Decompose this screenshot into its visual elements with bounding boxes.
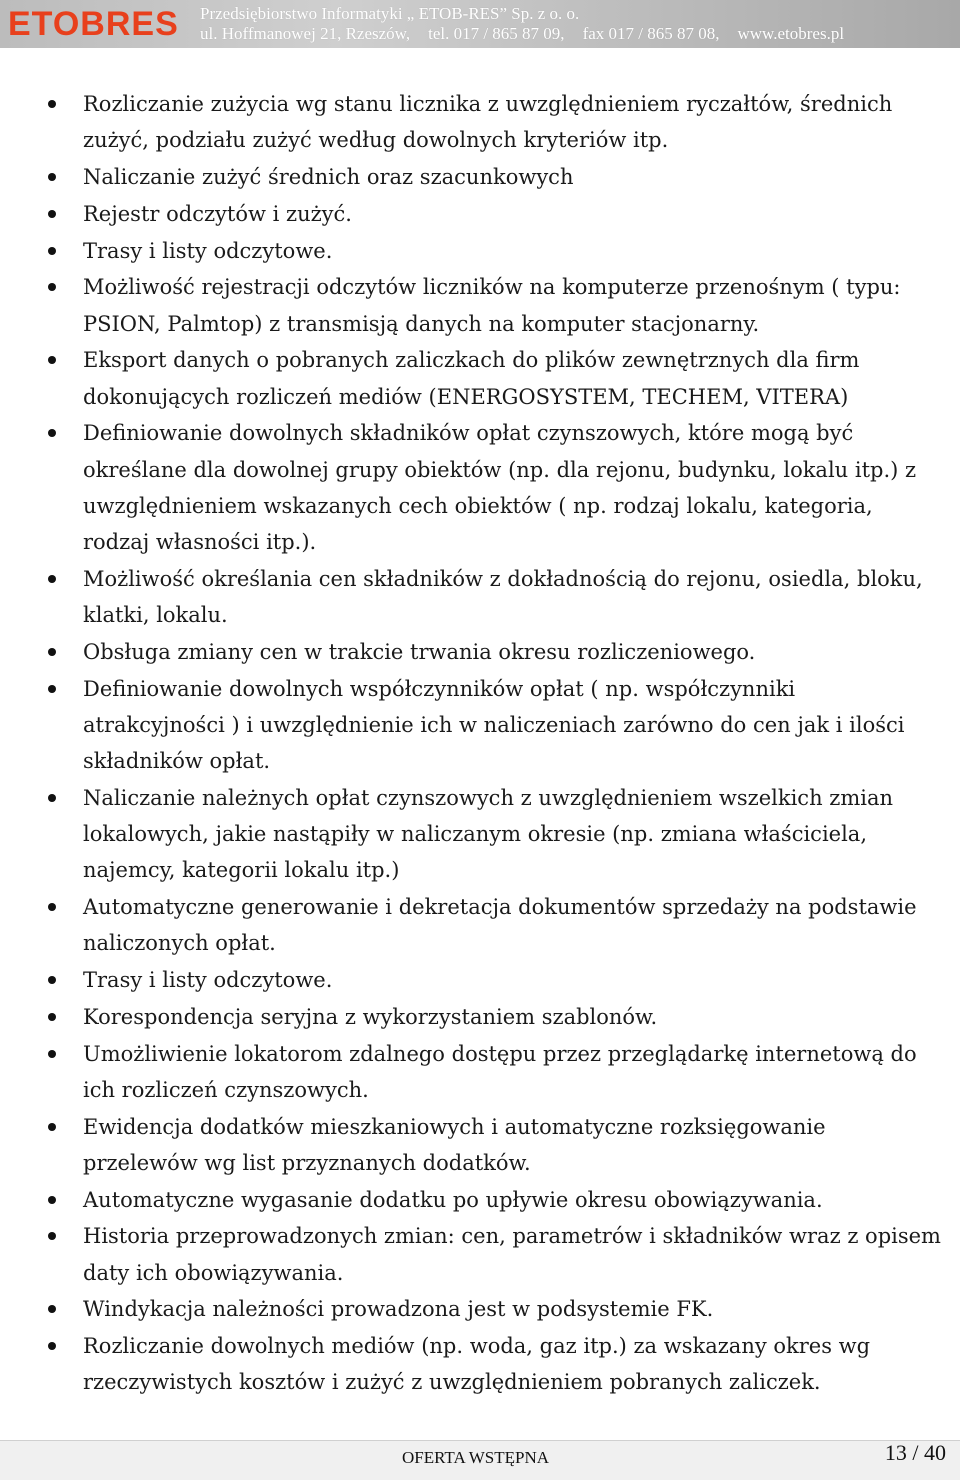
list-item: [0, 233, 960, 269]
list-item: [0, 1109, 960, 1181]
bullet-icon: [48, 210, 56, 218]
address-text: ul. Hoffmanowej 21, Rzeszów,: [200, 24, 411, 43]
list-item-text: Korespondencja seryjna z wykorzystaniem szablonów.: [83, 1004, 658, 1029]
list-item-text: Rejestr odczytów i zużyć.: [83, 201, 352, 226]
list-item: [0, 889, 960, 961]
list-item-text: Historia przeprowadzonych zmian: cen, parametrów i składników wraz z opisem daty ich obowiązywania.: [83, 1224, 941, 1285]
bullet-icon: [48, 794, 56, 802]
bullet-icon: [48, 173, 56, 181]
page-header: [0, 0, 960, 48]
bullet-icon: [48, 100, 56, 108]
bullet-icon: [48, 1050, 56, 1058]
list-item-text: Ewidencja dodatków mieszkaniowych i automatyczne rozksięgowanie przelewów wg list przyznanych dodatków.: [83, 1114, 826, 1175]
bullet-icon: [48, 1342, 56, 1350]
list-item-text: Automatyczne wygasanie dodatku po upływie okresu obowiązywania.: [83, 1187, 823, 1212]
list-item: [0, 269, 960, 341]
list-item: [0, 1036, 960, 1108]
list-item-text: Trasy i listy odczytowe.: [83, 238, 333, 263]
bullet-icon: [48, 1123, 56, 1131]
fax-text: fax 017 / 865 87 08,: [582, 24, 720, 43]
list-item-text: Trasy i listy odczytowe.: [83, 968, 333, 992]
list-item: [0, 196, 960, 232]
bullet-icon: [48, 429, 56, 437]
list-item: [0, 415, 960, 560]
list-item: [0, 1182, 960, 1218]
footer-divider: [0, 1440, 960, 1441]
bullet-icon: [48, 247, 56, 255]
list-item-text: Rozliczanie zużycia wg stanu licznika z uwzględnieniem ryczałtów, średnich zużyć, podziału zużyć według dowolnych kryteriów itp.: [83, 92, 893, 153]
website-text: www.etobres.pl: [737, 24, 845, 43]
list-item: [0, 1328, 960, 1400]
feature-list: [0, 86, 960, 1401]
bullet-icon: [48, 575, 56, 583]
list-item: [0, 561, 960, 633]
list-item: [0, 86, 960, 158]
footer-label: OFERTA WSTĘPNA: [402, 1448, 550, 1467]
list-item-text: Umożliwienie lokatorom zdalnego dostępu przez przeglądarkę internetową do ich rozliczeń czynszowych.: [83, 1041, 917, 1102]
bullet-icon: [48, 685, 56, 693]
bullet-icon: [48, 283, 56, 291]
phone-text: tel. 017 / 865 87 09,: [428, 24, 565, 43]
bullet-icon: [48, 648, 56, 656]
list-item: [0, 780, 960, 889]
bullet-icon: [48, 1232, 56, 1240]
bullet-icon: [48, 1305, 56, 1313]
bullet-icon: [48, 1013, 56, 1021]
list-item-text: Naliczanie zużyć średnich oraz szacunkowych: [83, 165, 574, 189]
contact-line: [200, 24, 952, 44]
list-item-text: Rozliczanie dowolnych mediów (np. woda, gaz itp.) za wskazany okres wg rzeczywistych kosztów i zużyć z uwzględnieniem pobranych zaliczek.: [83, 1334, 871, 1395]
list-item-text: Możliwość określania cen składników z dokładnością do rejonu, osiedla, bloku, klatki, lokalu.: [83, 566, 923, 627]
bullet-icon: [48, 356, 56, 364]
bullet-icon: [48, 1196, 56, 1204]
list-item: [0, 962, 960, 998]
list-item: [0, 671, 960, 780]
list-item-text: Definiowanie dowolnych współczynników opłat ( np. współczynniki atrakcyjności ) i uwzględnienie ich w naliczeniach zarówno do cen jak i ilości składników opłat.: [83, 676, 905, 773]
list-item: [0, 342, 960, 414]
list-item-text: Eksport danych o pobranych zaliczkach do plików zewnętrznych dla firm dokonujących rozliczeń mediów (ENERGOSYSTEM, TECHEM, VITERA): [83, 348, 860, 409]
list-item-text: Obsługa zmiany cen w trakcie trwania okresu rozliczeniowego.: [83, 639, 756, 664]
list-item-text: Możliwość rejestracji odczytów liczników na komputerze przenośnym ( typu: PSION, Palmtop) z transmisją danych na komputer stacjonarny.: [83, 275, 901, 336]
page-number: 13 / 40: [884, 1440, 946, 1465]
list-item: [0, 1291, 960, 1327]
list-item: [0, 634, 960, 670]
company-logo: [8, 3, 179, 45]
list-item-text: Windykacja należności prowadzona jest w podsystemie FK.: [83, 1297, 714, 1322]
bullet-icon: [48, 976, 56, 984]
header-info: [200, 4, 952, 44]
list-item-text: Automatyczne generowanie i dekretacja dokumentów sprzedaży na podstawie naliczonych opłat.: [83, 895, 917, 956]
logo-text: ETOBRES: [8, 5, 179, 43]
document-body: [0, 86, 960, 1401]
list-item: [0, 1218, 960, 1290]
list-item: [0, 999, 960, 1035]
list-item: [0, 159, 960, 195]
list-item-text: Definiowanie dowolnych składników opłat czynszowych, które mogą być określane dla dowolnej grupy obiektów (np. dla rejonu, budynku, lokalu itp.) z uwzględnieniem wskazanych cech obiektów ( np. rodzaj lokalu, kategoria, rodzaj własności itp.).: [83, 421, 917, 554]
list-item-text: Naliczanie należnych opłat czynszowych z uwzględnieniem wszelkich zmian lokalowych, jakie nastąpiły w naliczanym okresie (np. zmiana właściciela, najemcy, kategorii lokalu itp.): [83, 785, 894, 883]
bullet-icon: [48, 903, 56, 911]
company-name: Przedsiębiorstwo Informatyki „ ETOB-RES” Sp. z o. o.: [200, 4, 580, 23]
